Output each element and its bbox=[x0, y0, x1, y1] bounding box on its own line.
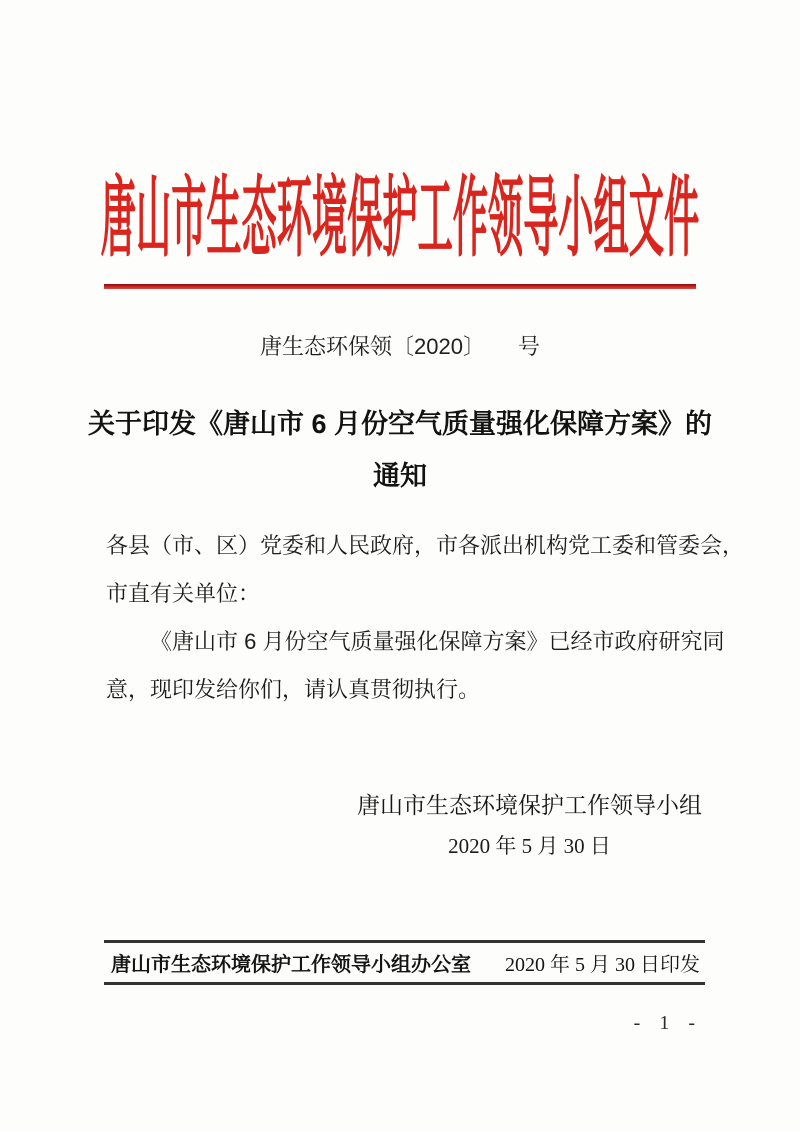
body-paragraph-line-1: 《唐山市 6 月份空气质量强化保障方案》已经市政府研究同 bbox=[150, 629, 725, 654]
salutation-line-2: 市直有关单位： bbox=[106, 581, 261, 606]
document-body bbox=[106, 522, 745, 714]
document-title-line1: 关于印发《唐山市 6 月份空气质量强化保障方案》的 bbox=[87, 409, 713, 439]
salutation-line-1: 各县（市、区）党委和人民政府，市各派出机构党工委和管委会， bbox=[106, 533, 745, 558]
document-number: 唐生态环保领〔2020〕 号 bbox=[260, 334, 540, 359]
signature-block bbox=[357, 790, 702, 860]
footer-bar bbox=[104, 940, 705, 985]
footer-issuing-office: 唐山市生态环境保护工作领导小组办公室 bbox=[111, 954, 471, 976]
signature-organization: 唐山市生态环境保护工作领导小组 bbox=[357, 792, 702, 818]
page-number: - 1 - bbox=[633, 1012, 702, 1034]
body-paragraph-line-2: 意，现印发给你们，请认真贯彻执行。 bbox=[106, 677, 481, 702]
document-masthead: 唐山市生态环境保护工作领导小组文件 bbox=[100, 168, 700, 267]
signature-date: 2020 年 5 月 30 日 bbox=[448, 834, 611, 858]
footer-print-date: 2020 年 5 月 30 日印发 bbox=[505, 954, 700, 976]
document-title-line2: 通知 bbox=[373, 461, 427, 491]
document-title bbox=[60, 398, 740, 502]
red-divider-line bbox=[104, 284, 696, 289]
